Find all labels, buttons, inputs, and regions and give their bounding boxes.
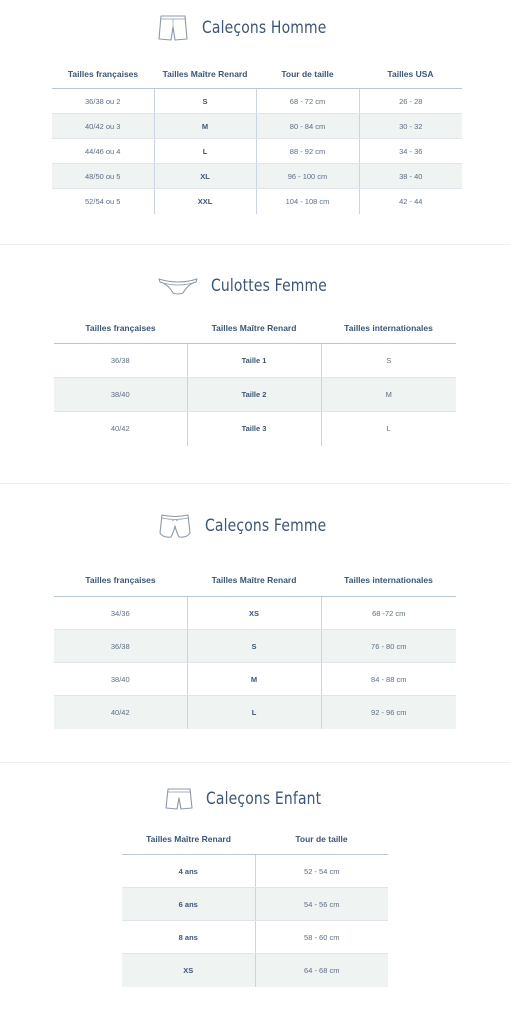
cell: 80 - 84 cm: [256, 114, 359, 139]
table-header-row: [54, 313, 456, 344]
section-title-calecons-homme: [0, 12, 510, 44]
cell: M: [321, 378, 456, 412]
cell: 68 -72 cm: [321, 597, 456, 630]
cell: S: [187, 630, 321, 663]
cell: 96 - 100 cm: [256, 164, 359, 189]
header-tailles-francaises: Tailles françaises: [54, 564, 187, 597]
section-divider: [0, 483, 510, 484]
cell: XXL: [154, 189, 256, 214]
cell: Taille 2: [187, 378, 321, 412]
cell: 4 ans: [122, 855, 255, 888]
cell: Taille 1: [187, 344, 321, 378]
cell: 92 - 96 cm: [321, 696, 456, 729]
cell: 26 - 28: [359, 89, 462, 114]
kids-boxer-icon: [164, 786, 194, 812]
section-title-culottes-femme: [0, 270, 510, 302]
boxer-shorts-icon: [156, 13, 190, 43]
section-title-text: Caleçons Homme: [202, 18, 327, 38]
header-tour-de-taille: Tour de taille: [256, 60, 359, 89]
table-row: [122, 888, 388, 921]
cell: 68 - 72 cm: [256, 89, 359, 114]
cell: L: [321, 412, 456, 446]
header-tour-de-taille: Tour de taille: [255, 823, 388, 855]
header-tailles-maitre-renard: Tailles Maître Renard: [122, 823, 255, 855]
cell: 54 - 56 cm: [255, 888, 388, 921]
cell: XS: [187, 597, 321, 630]
cell: 40/42: [110, 424, 130, 434]
table-row: [54, 597, 456, 630]
header-tailles-internationales: Tailles internationales: [321, 313, 456, 344]
header-tailles-usa: Tailles USA: [359, 60, 462, 89]
cell: 40/42: [54, 696, 187, 729]
table-row: [122, 921, 388, 954]
cell: 52/54 ou 5: [85, 196, 121, 206]
table-row: [52, 189, 462, 214]
section-title-text: Culottes Femme: [211, 276, 328, 296]
size-table-calecons-femme: [54, 564, 456, 729]
cell: 58 - 60 cm: [255, 921, 388, 954]
table-row: [54, 378, 456, 412]
cell: 36/38 ou 2: [52, 89, 154, 114]
cell: M: [187, 663, 321, 696]
cell: 34/36: [54, 597, 187, 630]
cell: 38/40: [54, 378, 187, 412]
table-row: [52, 114, 462, 139]
cell: 88 - 92 cm: [256, 139, 359, 164]
table-row: [122, 855, 388, 888]
section-title-calecons-femme: [0, 510, 510, 542]
cell: 76 - 80 cm: [321, 630, 456, 663]
header-tailles-maitre-renard: Tailles Maître Renard: [154, 60, 256, 89]
header-tailles-francaises: Tailles françaises: [52, 60, 154, 89]
cell: M: [154, 114, 256, 139]
header-tailles-francaises: Tailles françaises: [54, 313, 187, 344]
cell: L: [154, 139, 256, 164]
cell: 40/42 ou 3: [52, 114, 154, 139]
section-title-text: Caleçons Femme: [205, 516, 327, 536]
section-title-text: Caleçons Enfant: [205, 789, 321, 809]
header-tailles-maitre-renard: Tailles Maître Renard: [187, 313, 321, 344]
table-row: [122, 954, 388, 987]
table-row: [52, 164, 462, 189]
size-table-calecons-enfant: [122, 823, 388, 987]
shorty-icon: [157, 511, 193, 541]
cell: 52 - 54 cm: [255, 855, 388, 888]
cell: L: [187, 696, 321, 729]
cell: 48/50 ou 5: [52, 164, 154, 189]
cell: XS: [122, 954, 255, 987]
header-tailles-maitre-renard: Tailles Maître Renard: [187, 564, 321, 597]
table-header-row: [52, 60, 462, 89]
cell: 6 ans: [122, 888, 255, 921]
briefs-icon: [157, 274, 199, 298]
table-row: [54, 344, 456, 378]
section-title-calecons-enfant: [0, 783, 510, 815]
table-header-row: [122, 823, 388, 855]
cell: 64 - 68 cm: [255, 954, 388, 987]
table-row: [52, 139, 462, 164]
table-row: [54, 663, 456, 696]
size-table-calecons-homme: [52, 60, 462, 214]
cell: 42 - 44: [359, 189, 462, 214]
cell: 38/40: [54, 663, 187, 696]
cell: 8 ans: [122, 921, 255, 954]
cell: 30 - 32: [359, 114, 462, 139]
table-row: [54, 412, 456, 446]
cell: 36/38: [54, 630, 187, 663]
cell: 84 - 88 cm: [321, 663, 456, 696]
table-row: [52, 89, 462, 114]
cell: 44/46 ou 4: [52, 139, 154, 164]
size-table-culottes-femme: [54, 313, 456, 446]
cell: 34 - 36: [359, 139, 462, 164]
table-row: [54, 630, 456, 663]
cell: S: [154, 89, 256, 114]
section-divider: [0, 762, 510, 763]
table-row: [54, 696, 456, 729]
section-divider: [0, 244, 510, 245]
cell: 104 - 108 cm: [256, 189, 359, 214]
header-tailles-internationales: Tailles internationales: [321, 564, 456, 597]
cell: 36/38: [54, 344, 187, 378]
table-header-row: [54, 564, 456, 597]
cell: XL: [154, 164, 256, 189]
cell: 38 - 40: [359, 164, 462, 189]
cell: S: [321, 344, 456, 378]
cell: Taille 3: [187, 412, 321, 446]
